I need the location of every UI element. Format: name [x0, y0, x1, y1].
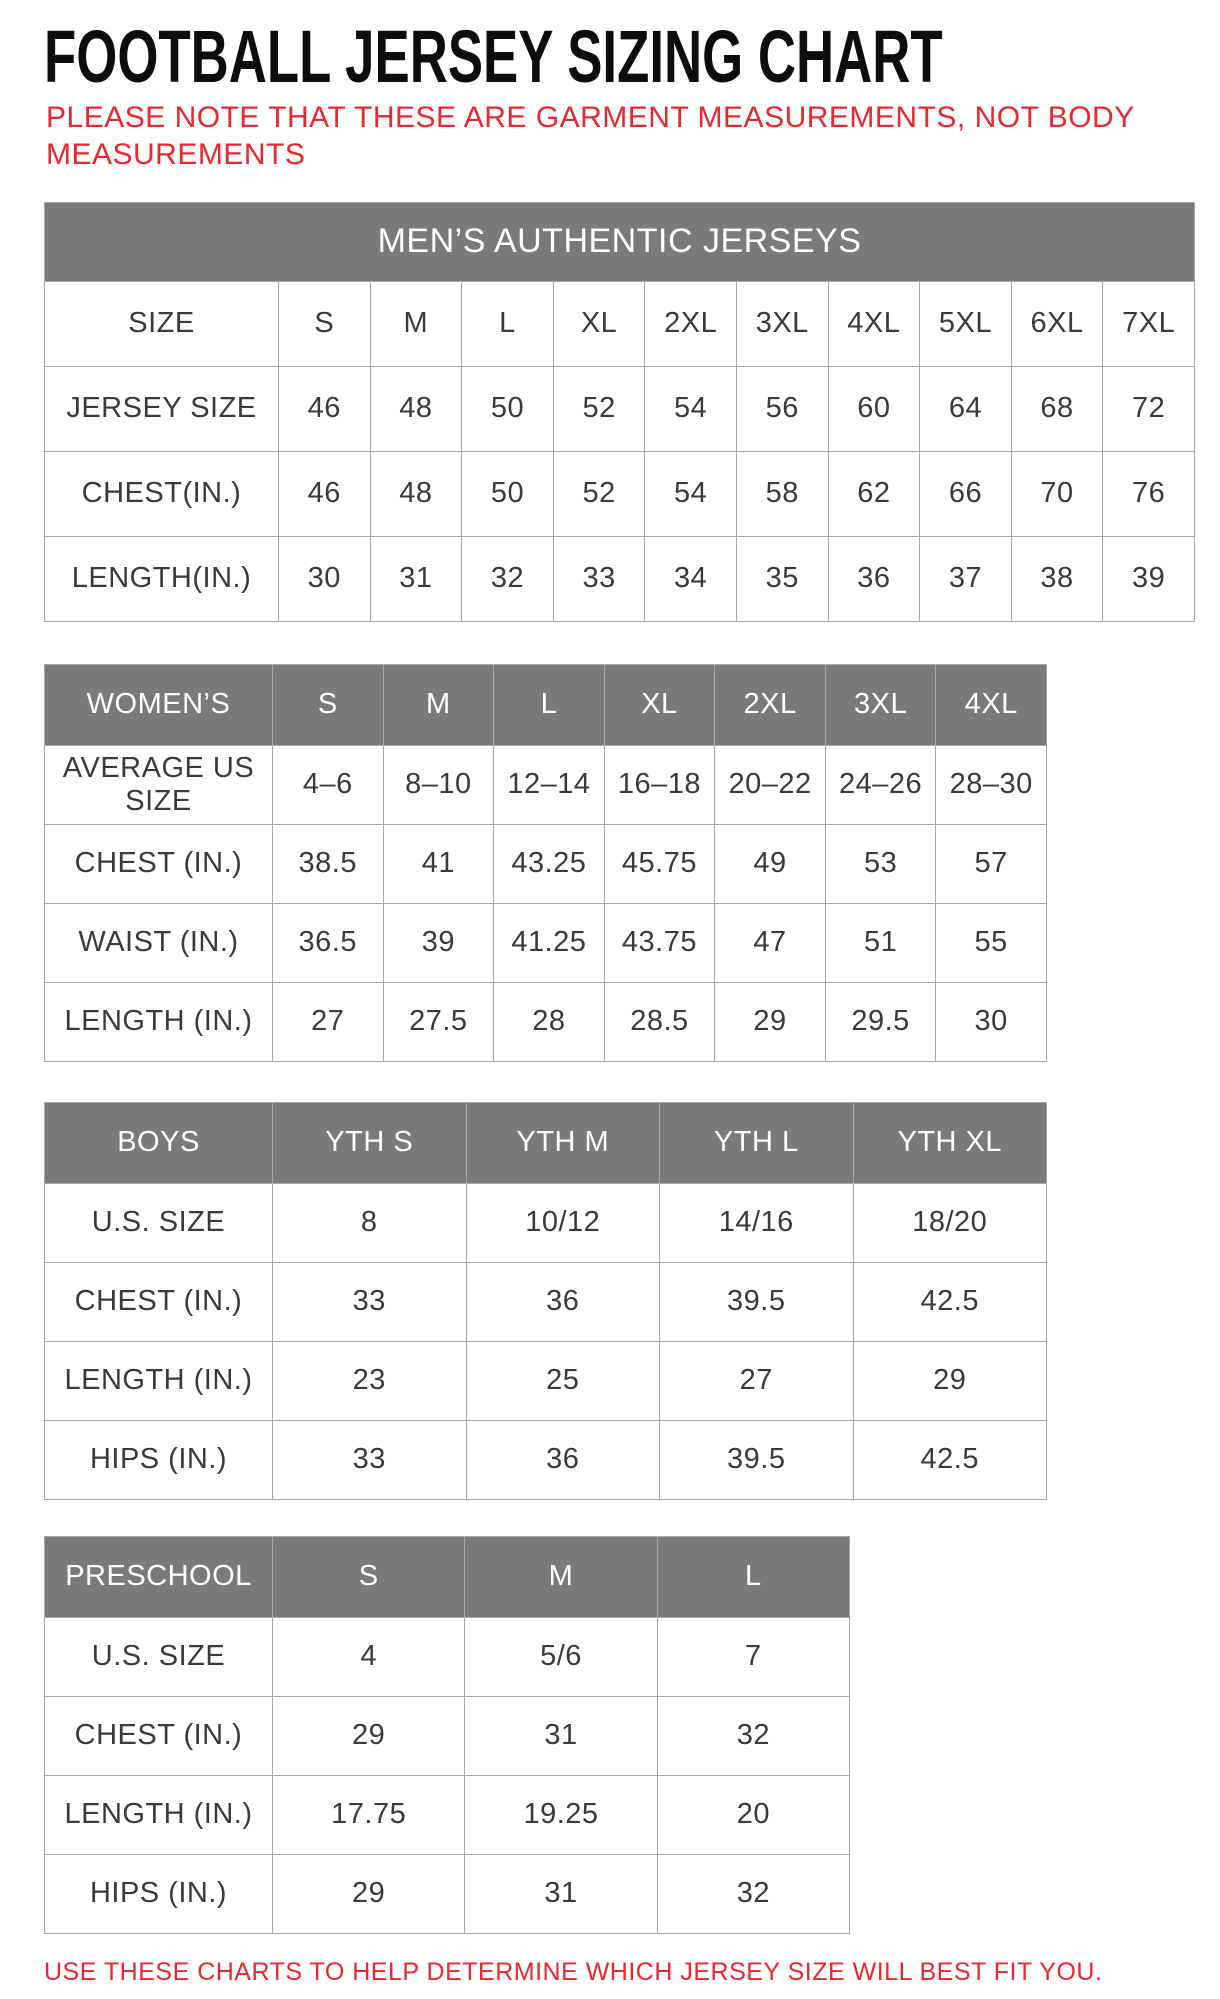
row-label: HIPS (IN.) — [45, 1420, 273, 1499]
table-row — [45, 745, 1047, 824]
table-cell: 23 — [273, 1341, 467, 1420]
table-cell: 29 — [273, 1696, 465, 1775]
table-cell: 36.5 — [273, 903, 384, 982]
table-cell: 39.5 — [660, 1420, 854, 1499]
table-row — [45, 366, 1195, 451]
header-row — [45, 664, 1047, 745]
table-cell: 68 — [1011, 366, 1103, 451]
table-cell: XL — [553, 281, 645, 366]
table-cell: 48 — [370, 451, 462, 536]
table-cell: 10/12 — [466, 1183, 660, 1262]
table-cell: 19.25 — [465, 1775, 657, 1854]
table-cell: S — [279, 281, 371, 366]
row-label: AVERAGE US SIZE — [45, 745, 273, 824]
table-cell: 51 — [825, 903, 936, 982]
boys-header-label: BOYS — [45, 1102, 273, 1183]
column-header: L — [657, 1536, 849, 1617]
row-label: HIPS (IN.) — [45, 1854, 273, 1933]
column-header: XL — [604, 664, 715, 745]
column-header: L — [494, 664, 605, 745]
table-cell: 32 — [657, 1854, 849, 1933]
table-cell: 72 — [1103, 366, 1195, 451]
table-cell: 39.5 — [660, 1262, 854, 1341]
row-label: JERSEY SIZE — [45, 366, 279, 451]
column-header: YTH XL — [853, 1102, 1047, 1183]
column-header: 4XL — [936, 664, 1047, 745]
table-row — [45, 903, 1047, 982]
table-cell: 20–22 — [715, 745, 826, 824]
row-label: U.S. SIZE — [45, 1617, 273, 1696]
row-label: U.S. SIZE — [45, 1183, 273, 1262]
row-label: LENGTH(IN.) — [45, 536, 279, 621]
table-cell: 31 — [465, 1696, 657, 1775]
table-cell: 29 — [715, 982, 826, 1061]
row-label: SIZE — [45, 281, 279, 366]
page-title: FOOTBALL JERSEY SIZING CHART — [44, 14, 943, 98]
row-label: CHEST (IN.) — [45, 1262, 273, 1341]
preschool-header-label: PRESCHOOL — [45, 1536, 273, 1617]
table-cell: 4–6 — [273, 745, 384, 824]
table-cell: 54 — [645, 366, 737, 451]
table-cell: 29 — [853, 1341, 1047, 1420]
table-cell: 42.5 — [853, 1420, 1047, 1499]
table-cell: 52 — [553, 451, 645, 536]
table-row — [45, 1617, 850, 1696]
banner-row — [45, 202, 1195, 281]
table-cell: 2XL — [645, 281, 737, 366]
table-cell: 7XL — [1103, 281, 1195, 366]
table-cell: 5XL — [920, 281, 1012, 366]
table-cell: 60 — [828, 366, 920, 451]
table-cell: L — [462, 281, 554, 366]
row-label: CHEST (IN.) — [45, 1696, 273, 1775]
table-cell: 64 — [920, 366, 1012, 451]
table-cell: 41 — [383, 824, 494, 903]
table-cell: 45.75 — [604, 824, 715, 903]
table-cell: 25 — [466, 1341, 660, 1420]
column-header: 2XL — [715, 664, 826, 745]
column-header: 3XL — [825, 664, 936, 745]
preschool-table — [44, 1536, 850, 1934]
table-cell: 29 — [273, 1854, 465, 1933]
table-cell: 37 — [920, 536, 1012, 621]
table-cell: 56 — [736, 366, 828, 451]
table-cell: 55 — [936, 903, 1047, 982]
table-cell: 47 — [715, 903, 826, 982]
table-cell: 28–30 — [936, 745, 1047, 824]
table-cell: 39 — [383, 903, 494, 982]
table-cell: 43.25 — [494, 824, 605, 903]
table-cell: 17.75 — [273, 1775, 465, 1854]
table-row — [45, 1696, 850, 1775]
table-cell: 33 — [273, 1420, 467, 1499]
table-cell: 38.5 — [273, 824, 384, 903]
table-cell: 30 — [936, 982, 1047, 1061]
table-cell: 28.5 — [604, 982, 715, 1061]
table-row — [45, 451, 1195, 536]
table-row — [45, 1183, 1047, 1262]
table-cell: 29.5 — [825, 982, 936, 1061]
womens-header-label: WOMEN’S — [45, 664, 273, 745]
table-cell: 46 — [279, 451, 371, 536]
table-cell: 66 — [920, 451, 1012, 536]
table-cell: 31 — [465, 1854, 657, 1933]
table-cell: 32 — [657, 1696, 849, 1775]
table-cell: 33 — [553, 536, 645, 621]
table-cell: 27 — [273, 982, 384, 1061]
table-cell: 20 — [657, 1775, 849, 1854]
womens-table — [44, 664, 1047, 1062]
column-header: YTH M — [466, 1102, 660, 1183]
mens-table — [44, 202, 1195, 622]
header-row — [45, 1536, 850, 1617]
table-cell: 5/6 — [465, 1617, 657, 1696]
boys-table — [44, 1102, 1047, 1500]
table-cell: 43.75 — [604, 903, 715, 982]
row-label: WAIST (IN.) — [45, 903, 273, 982]
table-cell: 54 — [645, 451, 737, 536]
tables-container — [44, 202, 1176, 1934]
column-header: S — [273, 664, 384, 745]
table-cell: 28 — [494, 982, 605, 1061]
table-cell: 39 — [1103, 536, 1195, 621]
table-cell: 8 — [273, 1183, 467, 1262]
table-cell: 52 — [553, 366, 645, 451]
table-row — [45, 536, 1195, 621]
table-cell: 14/16 — [660, 1183, 854, 1262]
table-row — [45, 281, 1195, 366]
table-cell: 32 — [462, 536, 554, 621]
column-header: YTH S — [273, 1102, 467, 1183]
table-cell: 50 — [462, 451, 554, 536]
table-row — [45, 1341, 1047, 1420]
table-row — [45, 1775, 850, 1854]
header-row — [45, 1102, 1047, 1183]
table-cell: 46 — [279, 366, 371, 451]
table-cell: 27.5 — [383, 982, 494, 1061]
column-header: M — [465, 1536, 657, 1617]
table-row — [45, 824, 1047, 903]
table-cell: 31 — [370, 536, 462, 621]
table-cell: 50 — [462, 366, 554, 451]
table-row — [45, 982, 1047, 1061]
column-header: M — [383, 664, 494, 745]
table-cell: 49 — [715, 824, 826, 903]
row-label: LENGTH (IN.) — [45, 1775, 273, 1854]
table-cell: 7 — [657, 1617, 849, 1696]
row-label: CHEST (IN.) — [45, 824, 273, 903]
table-row — [45, 1420, 1047, 1499]
table-cell: 58 — [736, 451, 828, 536]
table-cell: 8–10 — [383, 745, 494, 824]
table-cell: 76 — [1103, 451, 1195, 536]
row-label: LENGTH (IN.) — [45, 1341, 273, 1420]
table-cell: 27 — [660, 1341, 854, 1420]
table-row — [45, 1854, 850, 1933]
table-cell: 30 — [279, 536, 371, 621]
table-cell: 36 — [466, 1420, 660, 1499]
table-cell: 6XL — [1011, 281, 1103, 366]
mens-banner: MEN’S AUTHENTIC JERSEYS — [45, 202, 1195, 281]
table-cell: 36 — [466, 1262, 660, 1341]
garment-measurements-note: PLEASE NOTE THAT THESE ARE GARMENT MEASUREMENTS, NOT BODY MEASUREMENTS — [46, 100, 1135, 172]
table-cell: 53 — [825, 824, 936, 903]
table-cell: 4 — [273, 1617, 465, 1696]
row-label: CHEST(IN.) — [45, 451, 279, 536]
row-label: LENGTH (IN.) — [45, 982, 273, 1061]
table-cell: 62 — [828, 451, 920, 536]
table-cell: 42.5 — [853, 1262, 1047, 1341]
table-cell: 48 — [370, 366, 462, 451]
table-cell: 57 — [936, 824, 1047, 903]
table-cell: 4XL — [828, 281, 920, 366]
table-cell: 16–18 — [604, 745, 715, 824]
table-cell: 70 — [1011, 451, 1103, 536]
table-cell: 33 — [273, 1262, 467, 1341]
table-cell: 35 — [736, 536, 828, 621]
table-cell: 34 — [645, 536, 737, 621]
table-cell: 12–14 — [494, 745, 605, 824]
table-cell: M — [370, 281, 462, 366]
table-cell: 36 — [828, 536, 920, 621]
table-cell: 18/20 — [853, 1183, 1047, 1262]
table-cell: 3XL — [736, 281, 828, 366]
column-header: S — [273, 1536, 465, 1617]
table-row — [45, 1262, 1047, 1341]
table-cell: 24–26 — [825, 745, 936, 824]
footer-note: USE THESE CHARTS TO HELP DETERMINE WHICH JERSEY SIZE WILL BEST FIT YOU. — [44, 1957, 1103, 1986]
table-cell: 38 — [1011, 536, 1103, 621]
column-header: YTH L — [660, 1102, 854, 1183]
table-cell: 41.25 — [494, 903, 605, 982]
